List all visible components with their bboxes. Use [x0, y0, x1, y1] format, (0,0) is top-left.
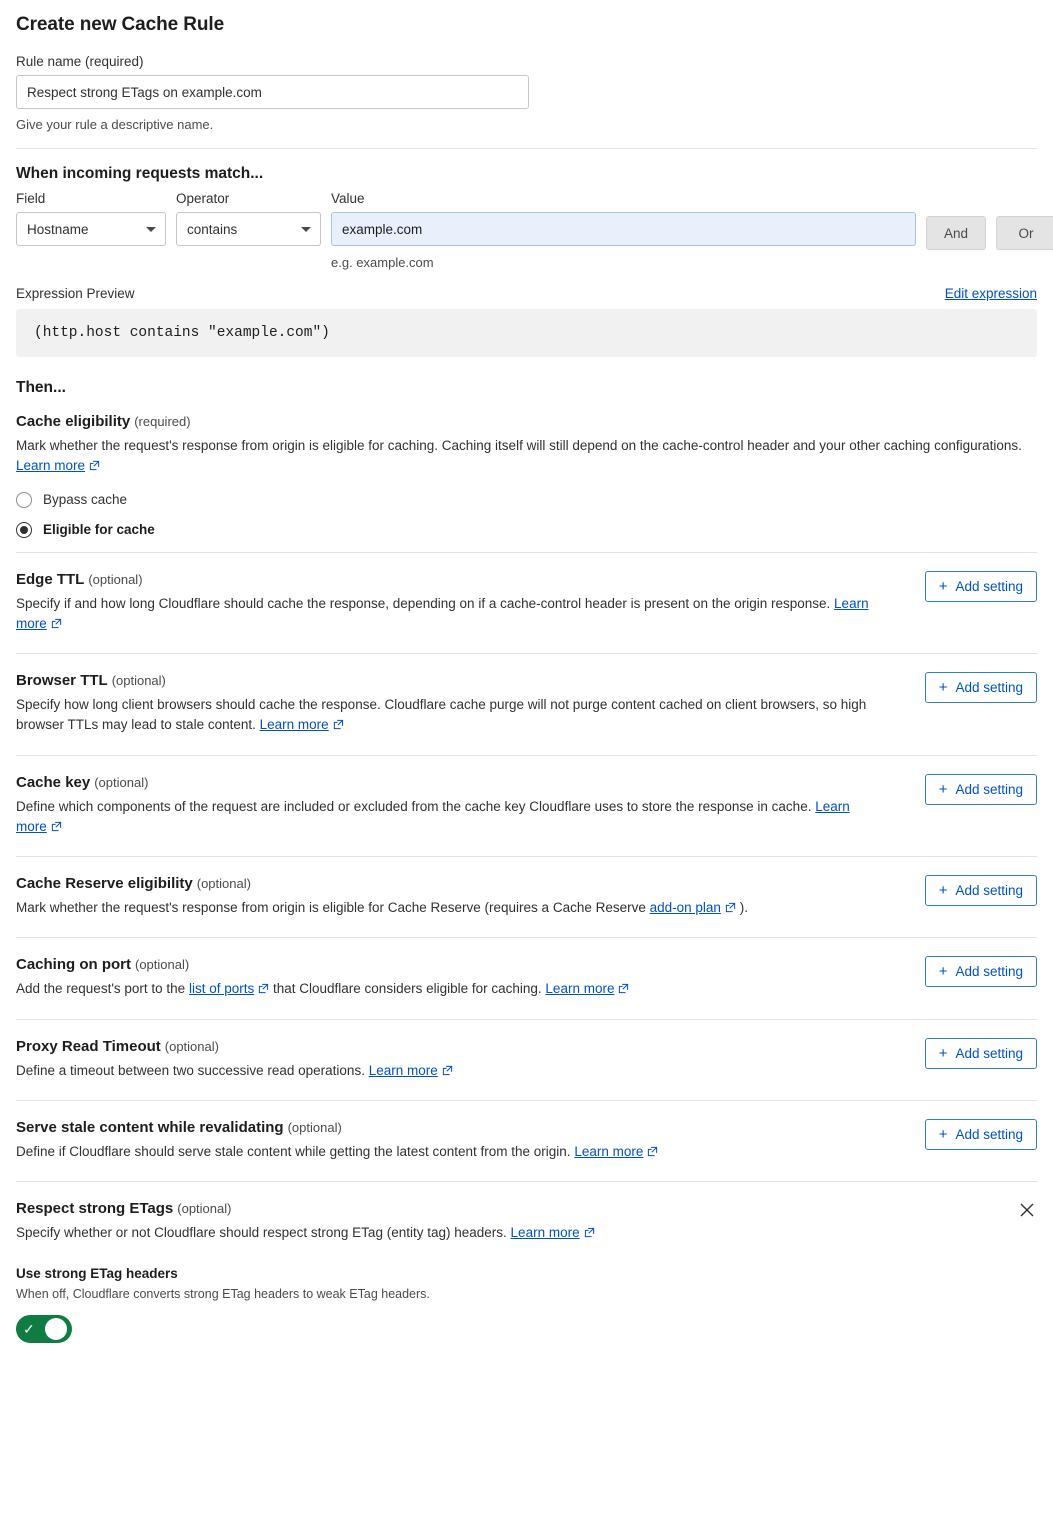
setting-cache-reserve-eligibility — [16, 856, 1037, 937]
bypass-cache-label: Bypass cache — [43, 492, 128, 507]
external-link-icon — [51, 818, 62, 838]
setting-title-text: Proxy Read Timeout — [16, 1037, 161, 1055]
or-button[interactable]: Or — [996, 216, 1053, 250]
use-strong-etag-headers-label: Use strong ETag headers — [16, 1266, 178, 1282]
eligible-for-cache-option[interactable] — [16, 522, 1037, 538]
spacer — [16, 538, 1037, 552]
learn-more-link[interactable]: Learn more — [259, 717, 329, 733]
operator-column — [176, 191, 321, 246]
chevron-down-icon — [301, 227, 311, 232]
setting-optional-tag: (optional) — [88, 571, 143, 587]
operator-select[interactable] — [176, 212, 321, 246]
add-setting-button-proxy-read-timeout[interactable] — [925, 1038, 1037, 1069]
add-setting-label: Add setting — [955, 578, 1023, 594]
use-strong-etag-headers-toggle[interactable] — [16, 1315, 72, 1343]
learn-more-link[interactable]: Learn more — [16, 458, 86, 474]
setting-title — [16, 672, 876, 689]
setting-optional-tag: (optional) — [196, 876, 251, 891]
setting-title-text: Caching on port — [16, 956, 131, 974]
setting-desc — [16, 979, 629, 1000]
cache-eligibility-desc — [16, 436, 1026, 478]
plus-icon: + — [938, 577, 948, 595]
setting-optional-tag: (optional) — [164, 1038, 219, 1054]
setting-optional-tag: (optional) — [94, 774, 149, 790]
setting-desc — [16, 797, 876, 839]
setting-title-text: Cache Reserve eligibility — [16, 875, 193, 892]
chevron-down-icon — [146, 227, 156, 232]
add-setting-label: Add setting — [955, 781, 1023, 797]
setting-title — [16, 774, 876, 791]
rule-name-helper: Give your rule a descriptive name. — [16, 117, 214, 132]
external-link-icon — [51, 615, 62, 635]
setting-serve-stale-content — [16, 1100, 1037, 1181]
rule-name-label: Rule name (required) — [16, 54, 144, 69]
external-link-icon — [89, 457, 100, 477]
plus-icon: + — [938, 780, 948, 798]
plus-icon: + — [938, 1125, 948, 1143]
expression-header — [16, 286, 1037, 301]
setting-desc-text: Specify if and how long Cloudflare should cache the response, depending on if a cache-control header is present on the origin response. — [16, 595, 831, 611]
add-setting-button-cache-key[interactable] — [925, 774, 1037, 805]
setting-title — [16, 571, 876, 588]
learn-more-link[interactable]: Learn more — [545, 981, 615, 997]
use-strong-etag-headers-note: When off, Cloudflare converts strong ETag headers to weak ETag headers. — [16, 1287, 430, 1302]
add-setting-label: Add setting — [955, 1126, 1023, 1142]
radio-bypass-cache[interactable] — [16, 492, 32, 508]
setting-respect-strong-etags — [16, 1181, 1037, 1343]
setting-desc-mid: that Cloudflare considers eligible for caching. — [273, 981, 542, 997]
external-link-icon — [333, 716, 344, 736]
setting-desc — [16, 594, 876, 636]
then-heading: Then... — [16, 379, 66, 396]
setting-desc — [16, 695, 876, 737]
value-input[interactable] — [331, 212, 916, 246]
eligible-for-cache-label: Eligible for cache — [43, 522, 155, 537]
plus-icon: + — [938, 1044, 948, 1062]
and-button[interactable]: And — [926, 216, 986, 250]
close-icon[interactable] — [1017, 1200, 1037, 1220]
add-setting-label: Add setting — [955, 680, 1023, 695]
learn-more-link[interactable]: Learn more — [368, 1062, 438, 1078]
bypass-cache-option[interactable] — [16, 492, 1037, 508]
operator-label: Operator — [176, 191, 230, 206]
rule-name-group — [16, 54, 1037, 132]
setting-title — [16, 1038, 453, 1055]
external-link-icon — [618, 980, 629, 1000]
plus-icon: + — [938, 882, 948, 899]
radio-eligible-for-cache[interactable] — [16, 522, 32, 538]
check-icon: ✓ — [23, 1321, 35, 1338]
toggle-knob — [45, 1318, 67, 1340]
add-setting-label: Add setting — [955, 964, 1023, 980]
field-select-value: Hostname — [27, 221, 89, 237]
setting-desc-text: Add the request's port to the — [16, 981, 186, 997]
setting-desc-text: Specify how long client browsers should cache the response. Cloudflare cache purge will not purge content cached on client browsers, so high browser TTLs may lead to stale content. — [16, 697, 867, 733]
setting-proxy-read-timeout — [16, 1019, 1037, 1100]
etags-desc — [16, 1223, 595, 1244]
value-label: Value — [331, 191, 365, 206]
setting-title — [16, 875, 748, 892]
etags-optional-tag: (optional) — [177, 1201, 232, 1216]
field-label: Field — [16, 191, 46, 206]
setting-title-text: Cache key — [16, 773, 91, 791]
setting-desc — [16, 1061, 453, 1082]
add-setting-button-caching-on-port[interactable] — [925, 956, 1037, 987]
add-setting-button-cache-reserve[interactable] — [925, 875, 1037, 906]
external-link-icon — [258, 980, 269, 1000]
page-title: Create new Cache Rule — [16, 14, 225, 35]
value-hint: e.g. example.com — [331, 255, 434, 270]
setting-title-text: Serve stale content while revalidating — [16, 1118, 284, 1136]
cache-eligibility-desc-text: Mark whether the request's response from origin is eligible for caching. Caching itself will still depend on the cache-control header and your other caching configurations. — [16, 438, 1022, 453]
operator-select-value: contains — [187, 221, 238, 237]
value-column — [331, 191, 916, 270]
setting-title-text: Edge TTL — [16, 570, 85, 588]
setting-desc-text: Mark whether the request's response from origin is eligible for Cache Reserve (requires a Cache Reserve — [16, 900, 646, 915]
external-link-icon — [584, 1224, 595, 1244]
cache-eligibility-required-tag: (required) — [134, 414, 191, 429]
plus-icon: + — [938, 963, 948, 981]
etags-desc-text: Specify whether or not Cloudflare should respect strong ETag (entity tag) headers. — [16, 1225, 507, 1240]
match-row — [16, 191, 1037, 270]
setting-browser-ttl — [16, 653, 1037, 755]
setting-caching-on-port — [16, 937, 1037, 1018]
cache-eligibility-title — [16, 413, 1037, 430]
plus-icon: + — [938, 679, 948, 696]
setting-title — [16, 956, 629, 973]
setting-optional-tag: (optional) — [111, 673, 166, 688]
setting-desc-text: Define a timeout between two successive read operations. — [16, 1062, 365, 1078]
expression-preview-label: Expression Preview — [16, 286, 135, 301]
add-setting-button-browser-ttl[interactable] — [925, 672, 1037, 703]
setting-desc — [16, 1142, 658, 1163]
field-select[interactable] — [16, 212, 166, 246]
setting-title-text: Browser TTL — [16, 672, 108, 689]
add-on-plan-link[interactable]: add-on plan — [649, 900, 721, 915]
divider-1 — [16, 148, 1037, 149]
learn-more-link[interactable]: Learn more — [574, 1143, 644, 1159]
external-link-icon — [725, 899, 736, 919]
expression-preview-box: (http.host contains "example.com") — [16, 309, 1037, 357]
edit-expression-link[interactable]: Edit expression — [944, 286, 1037, 301]
learn-more-link[interactable]: Learn more — [510, 1225, 580, 1240]
rule-name-input[interactable] — [16, 75, 529, 109]
etags-title-text: Respect strong ETags — [16, 1200, 174, 1217]
setting-desc-text: Define if Cloudflare should serve stale content while getting the latest content from the origin. — [16, 1143, 571, 1159]
setting-desc-text: Define which components of the request are included or excluded from the cache key Cloudflare uses to store the response in cache. — [16, 798, 812, 814]
list-of-ports-link[interactable]: list of ports — [188, 981, 255, 997]
setting-cache-key — [16, 755, 1037, 857]
add-setting-label: Add setting — [955, 1045, 1023, 1061]
setting-desc — [16, 898, 748, 919]
field-column — [16, 191, 166, 246]
add-setting-label: Add setting — [955, 883, 1023, 898]
etags-title — [16, 1200, 595, 1217]
external-link-icon — [442, 1062, 453, 1082]
setting-title — [16, 1119, 658, 1136]
setting-desc-suffix: ). — [739, 900, 748, 915]
and-or-group — [926, 191, 1053, 250]
cache-eligibility-block — [16, 397, 1037, 538]
setting-edge-ttl — [16, 552, 1037, 654]
setting-optional-tag: (optional) — [287, 1119, 342, 1135]
learn-more-link[interactable]: Learn more — [16, 595, 869, 631]
add-setting-button-serve-stale[interactable] — [925, 1119, 1037, 1150]
external-link-icon — [647, 1143, 658, 1163]
match-heading: When incoming requests match... — [16, 165, 264, 182]
add-setting-button-edge-ttl[interactable] — [925, 571, 1037, 602]
learn-more-link[interactable]: Learn more — [16, 798, 850, 834]
cache-eligibility-title-text: Cache eligibility — [16, 413, 131, 430]
setting-optional-tag: (optional) — [135, 957, 190, 973]
